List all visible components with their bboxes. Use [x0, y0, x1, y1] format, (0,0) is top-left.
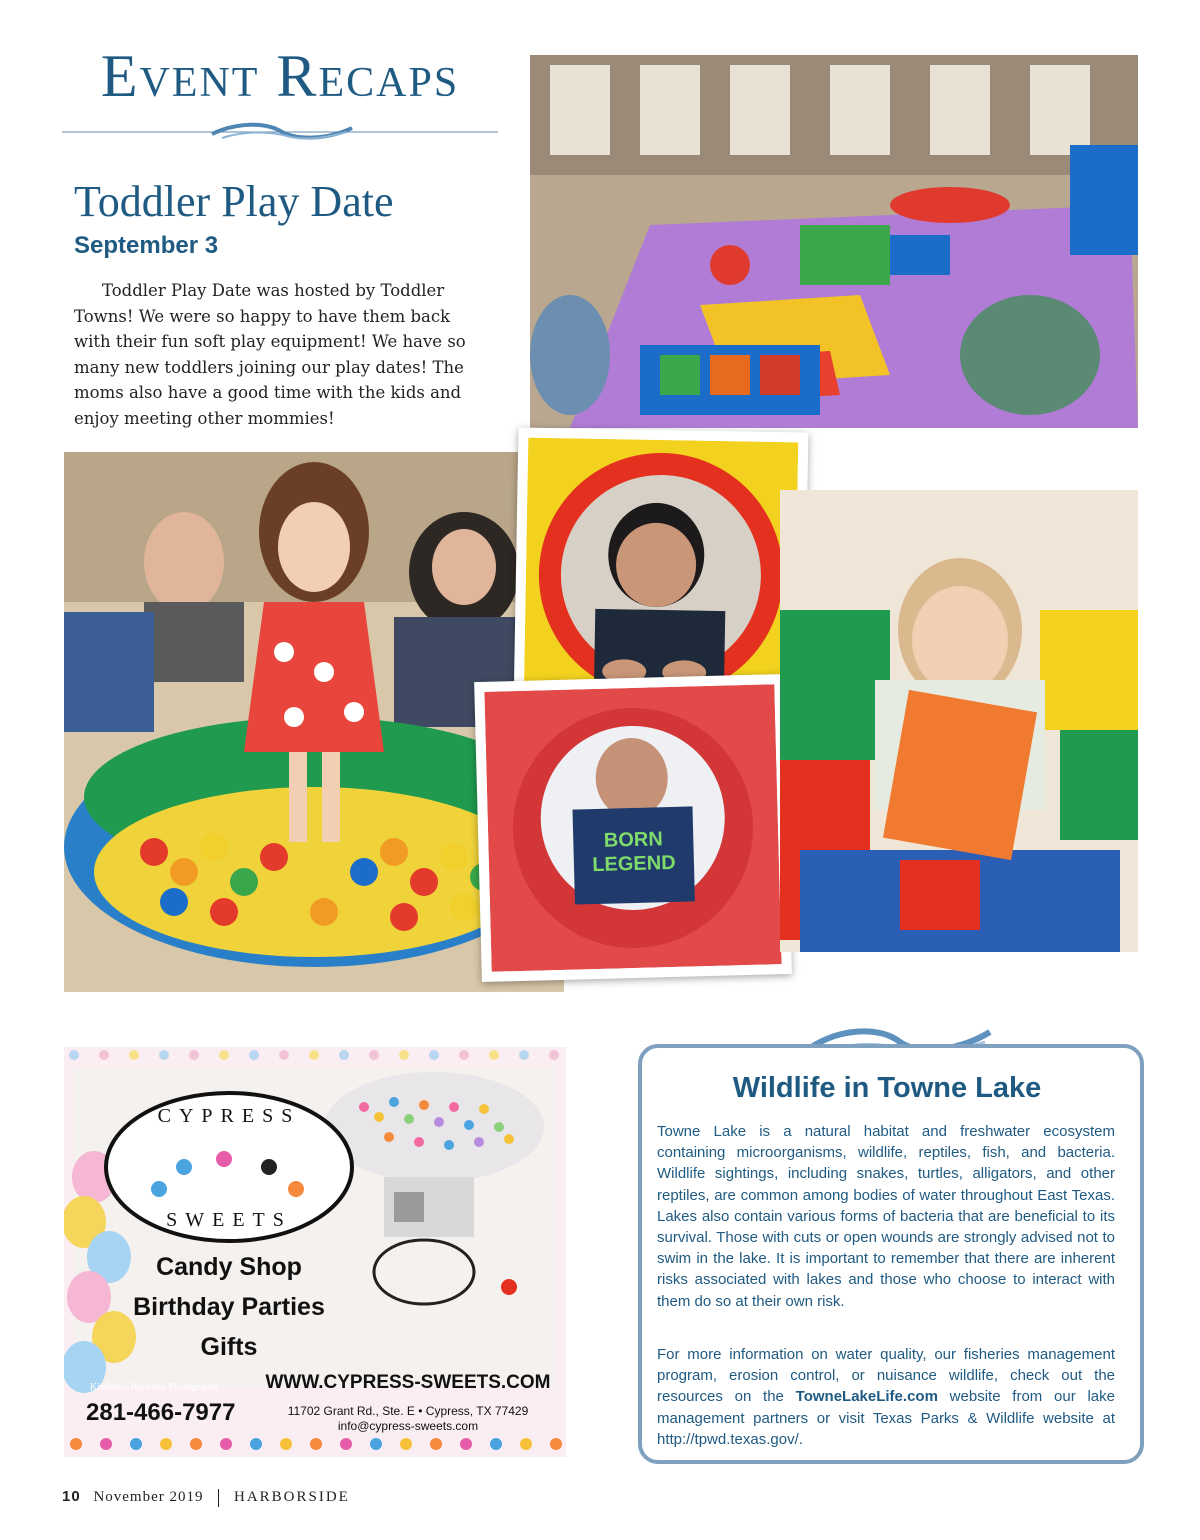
logo-text-sweets: SWEETS [166, 1209, 292, 1231]
photo-orange-cube [780, 490, 1138, 952]
ad-email[interactable]: info@cypress-sweets.com [337, 1419, 479, 1433]
townelakelife-link[interactable]: TowneLakeLife.com [795, 1388, 938, 1406]
article-date: September 3 [74, 232, 219, 259]
page-footer [62, 1488, 350, 1507]
ad-photo-credit: Kimberly Rachelle Photography [90, 1382, 220, 1393]
wildlife-paragraph-1: Towne Lake is a natural habitat and freshwater ecosystem containing microorganisms, wildlife, reptiles, fish, and bacteria. Wildlife sightings, including snakes, turtles, alligators, and other reptiles, are common among bodies of water throughout East Texas. Lakes also contain various forms of bacteria that are beneficial to its survival. Those with cuts or open wounds are strongly advised not to swim in the lake. It is important to remember that there are inherent risks associated with lakes and those who choose to interact with them do so at their own risk. [657, 1123, 1115, 1310]
cypress-sweets-ad[interactable] [64, 1047, 566, 1457]
article-body: Toddler Play Date was hosted by Toddler Towns! We were so happy to have them back with their fun soft play equipment! We have so many new toddlers joining our play dates! The moms also have a good time with the kids and enjoy meeting other mommies! [74, 281, 466, 428]
ad-line-candy-shop: Candy Shop [156, 1253, 302, 1281]
section-title: Event Recaps [100, 43, 460, 109]
ad-phone[interactable]: 281-466-7977 [86, 1399, 236, 1426]
issue-date: November 2019 [93, 1489, 204, 1505]
page-number: 10 [62, 1488, 81, 1505]
ad-line-gifts: Gifts [200, 1333, 258, 1361]
ad-address: 11702 Grant Rd., Ste. E • Cypress, TX 77429 [287, 1404, 529, 1418]
article-title: Toddler Play Date [74, 177, 394, 226]
photo-play-room [530, 55, 1138, 428]
wildlife-p2-text-a: For more information on water quality, our fisheries management program, erosion control, or nuisance wildlife, check out the resources on the [657, 1346, 1115, 1406]
shirt-text-born: BORN [603, 828, 664, 852]
publication-name: HARBORSIDE [234, 1489, 350, 1505]
footer-divider [218, 1489, 219, 1507]
wildlife-paragraph-2 [657, 1344, 1115, 1450]
ad-line-birthday: Birthday Parties [133, 1293, 325, 1321]
photo-yellow-tunnel [514, 427, 809, 712]
wildlife-title: Wildlife in Towne Lake [732, 1072, 1042, 1104]
shirt-text-legend: LEGEND [591, 851, 676, 877]
ad-website[interactable]: WWW.CYPRESS-SWEETS.COM [265, 1372, 551, 1393]
wave-divider [62, 120, 498, 144]
logo-text-cypress: CYPRESS [157, 1105, 301, 1127]
wildlife-p2-text-b: website from our lake management partners or visit Texas Parks & Wildlife website at http://tpwd.texas.gov/. [657, 1388, 1115, 1448]
photo-red-tunnel [474, 674, 792, 982]
